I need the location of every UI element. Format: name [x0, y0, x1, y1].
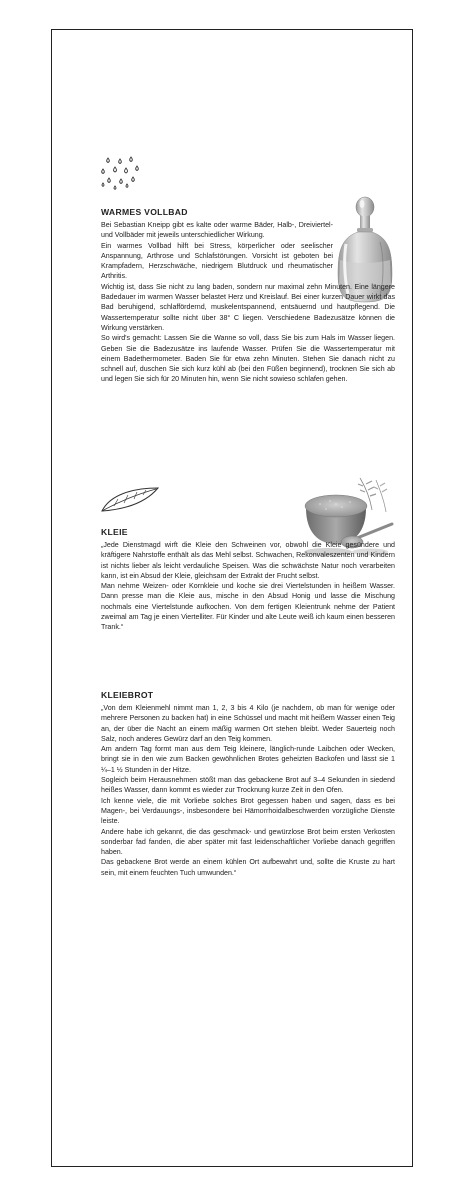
- paragraph: Sogleich beim Herausnehmen stößt man das gebackene Brot auf 3–4 Sekunden in siedend heißes Wasser, dann kommt es wieder zur Trocknung kurze Zeit in den Ofen.: [101, 776, 395, 795]
- paragraph: Das gebackene Brot werde an einem kühlen Ort aufbewahrt und, sollte die Kruste zu hart sein, mit einem feuchten Tuch umwunden.“: [101, 858, 395, 877]
- paragraph: „Jede Dienstmagd wirft die Kleie den Schweinen vor, obwohl die Kleie gesündere und kräftigere Nahrstoffe enthält als das Mehl selbst. Schwachen, Rekonvaleszenten und Kindern ist nichts lieber als leicht verdauliche Speisen. Was die schwächste Natur noch verarbeiten kann, ist ein Absud der Kleie, gleichsam der Extrakt der Frucht selbst.: [101, 541, 395, 580]
- paragraph: Am andern Tag formt man aus dem Teig kleinere, länglich-runde Laibchen oder Wecken, bringt sie in den wie zum Backen gewöhnlichen Brotes geheizten Backofen und lässt sie 1 ¼–1 ½ Stunden in der Hitze.: [101, 745, 395, 774]
- paragraph: Wichtig ist, dass Sie nicht zu lang baden, sondern nur maximal zehn Minuten. Eine längere Badedauer im warmen Wasser belastet Herz und Kreislauf. Bei einer kurzen Dauer wirkt das Bad beruhigend, schlaffördernd, muskelentspannend, entsäuernd und hautpflegend. Die Wassertemperatur sollte nicht über 38° C liegen. Verschiedene Badezusätze können die Wirkung verstärken.: [101, 282, 395, 332]
- section-kleie: [101, 527, 395, 633]
- section-warmes-vollbad: [101, 207, 395, 385]
- section-kleiebrot: [101, 690, 395, 878]
- section-title: KLEIE: [101, 527, 128, 537]
- paragraph: So wird's gemacht: Lassen Sie die Wanne so voll, dass Sie bis zum Hals im Wasser liegen. Geben Sie die Badezusätze ins laufende Wasser. Prüfen Sie die Wassertemperatur mit einem Badethermometer. Baden Sie für etwa zehn Minuten. Stehen Sie danach nicht zu schnell auf, duschen Sie sich kurz kühl ab (bei den Füßen beginnend), trocknen Sie sich ab und legen Sie sich für 20 Minuten hin, wenn Sie nicht sowieso schlafen gehen.: [101, 334, 395, 384]
- leaf-icon: [100, 485, 160, 513]
- section-title: WARMES VOLLBAD: [101, 207, 188, 217]
- paragraph: Ich kenne viele, die mit Vorliebe solches Brot gegessen haben und sagen, dass es bei Magen-, bei Verdauungs-, insbesondere bei Hämorrhoidalbeschwerden vorzügliche Dienste leiste.: [101, 796, 395, 826]
- paragraph: Ein warmes Vollbad hilft bei Stress, körperlicher oder seelischer Anspannung, Arthrose und Schlafstörungen. Vorsicht ist geboten bei Krampfadern, Herzschwäche, niedrigem Blutdruck und rheumatischer Arthritis.: [101, 241, 333, 281]
- paragraph: Man nehme Weizen- oder Kornkleie und koche sie drei Viertelstunden in heißem Wasser. Dann presse man die Kleie aus, mische in den Absud Honig und lasse die Mischung nochmals eine Viertelstunde aufkochen. Von dem fertigen Kleientrunk nehme der Patient zweimal am Tag je einen Viertelliter. Für Kinder und alte Leute weiß ich kaum einen besseren Trank.“: [101, 582, 395, 632]
- paragraph: Bei Sebastian Kneipp gibt es kalte oder warme Bäder, Halb-, Dreiviertel- und Vollbäder mit jeweils unterschiedlicher Wirkung.: [101, 221, 333, 240]
- section-title: KLEIEBROT: [101, 690, 154, 700]
- paragraph: „Von dem Kleienmehl nimmt man 1, 2, 3 bis 4 Kilo (je nachdem, ob man für wenige oder mehrere Personen zu backen hat) in eine Schüssel und macht mit heißem Wasser einen Teig an, der über die Nacht an einem mäßig warmen Ort stehen bleibt. Weder Sauerteig noch Salz, noch anderes Gewürz darf an den Teig kommen.: [101, 704, 395, 743]
- paragraph: Andere habe ich gekannt, die das geschmack- und gewürzlose Brot beim ersten Verkosten sonderbar fad fanden, die aber später mit fast leidenschaftlicher Vorliebe danach gegriffen haben.: [101, 827, 395, 857]
- water-drops-icon: [100, 156, 150, 192]
